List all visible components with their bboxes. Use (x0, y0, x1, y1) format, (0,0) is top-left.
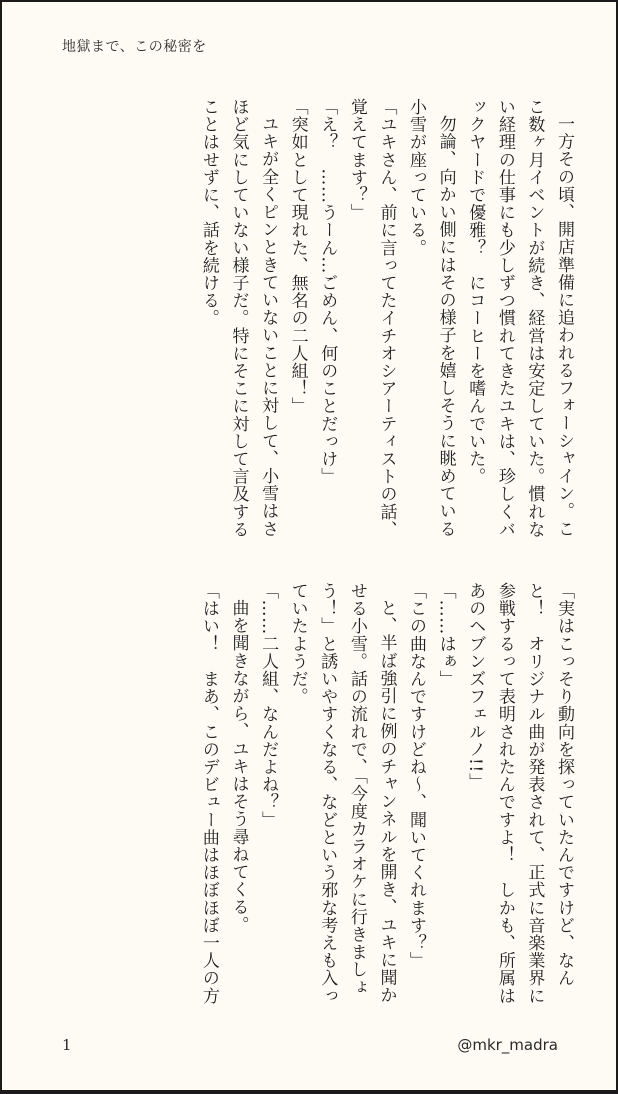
author-handle: @mkr_madra (457, 1036, 558, 1054)
text-block-bottom (58, 582, 578, 1010)
dialogue-line: 「この曲なんですけどね〜、聞いてくれます？」 (406, 582, 427, 970)
paragraph: ユキが全くピンときていないことに対して、小雪はさほど気にしていない様子だ。特にそこに対して言及することはせずに、話を続ける。 (198, 98, 279, 538)
dialogue-line: 「実はこっそり動向を探っていたんですけど、なんと！ オリジナル曲が発表されて、正式に音楽業界に参戦するって表明されたんですよ！ しかも、所属はあのヘブンズフェルノ!!」 (465, 582, 574, 1005)
dialogue-line: 「……二人組、なんだよね？」 (258, 582, 279, 829)
paragraph: 一方その頃、開店準備に追われるフォーシャイン。ここ数ヶ月イベントが続き、経営は安定していた。慣れない経理の仕事にも少しずつ慣れてきたユキは、珍しくバックヤードで優雅？ にコーヒーを嗜んでいた。 (465, 98, 574, 538)
dialogue-line: 「え？ ……うーん…ごめん、何のことだっけ」 (317, 98, 338, 486)
text-block-top (58, 98, 578, 548)
page-number: 1 (62, 1036, 72, 1054)
page (2, 2, 616, 1090)
dialogue-line: 「はい！ まあ、このデビュー曲はほぼほぼ一人の方 (198, 582, 219, 1005)
paragraph: 勿論、向かい側にはその様子を嬉しそうに眺めている小雪が座っている。 (406, 98, 456, 538)
page-title: 地獄まで、この秘密を (62, 39, 207, 55)
dialogue-line: 「ユキさん、前に言ってたイチオシアーティストの話、覚えてます？」 (346, 98, 397, 538)
dialogue-line: 「突如として現れた、無名の二人組！」 (287, 98, 308, 415)
paragraph: と、半ば強引に例のチャンネルを開き、ユキに聞かせる小雪。話の流れで、「今度カラオケに行きましょう！」と誘いやすくなる、などという邪な考えも入っていたようだ。 (287, 582, 397, 1005)
dialogue-line: 「……はぁ」 (435, 582, 456, 688)
paragraph: 曲を聞きながら、ユキはそう尋ねてくる。 (228, 599, 249, 934)
